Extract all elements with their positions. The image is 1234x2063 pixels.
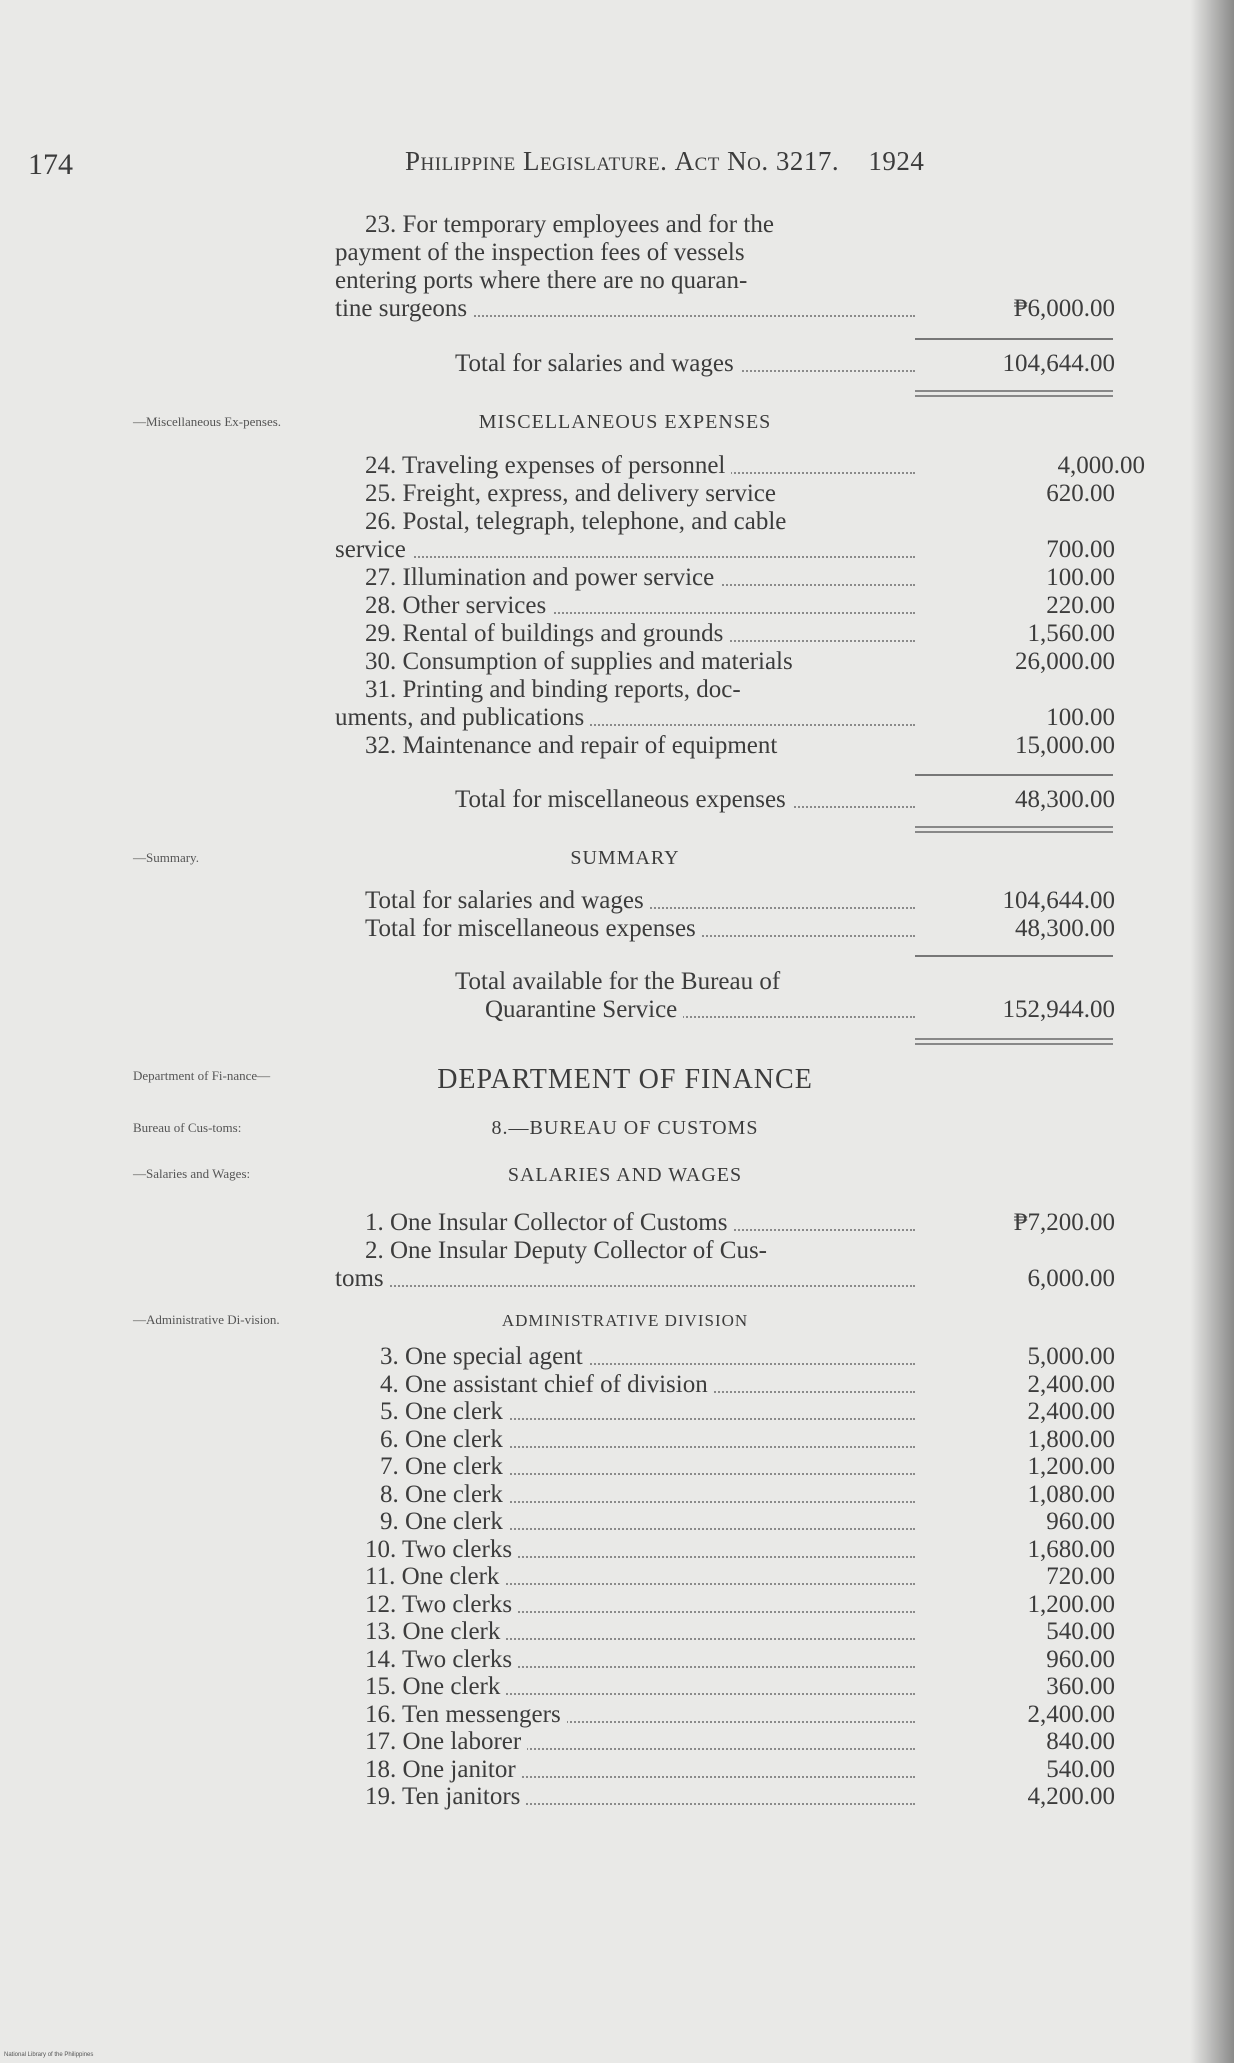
- misc-item-30: [335, 648, 1115, 676]
- item-23-line2: payment of the inspection fees of vessels: [335, 239, 745, 266]
- side-note-dept: Department of Fi-nance—: [133, 1068, 271, 1083]
- item-amount: 1,680.00: [1027, 1535, 1115, 1563]
- misc-item-29: [335, 620, 1115, 648]
- item-23-line4: [335, 295, 1115, 323]
- admin-item-row: [335, 1453, 1115, 1481]
- item-amount: 540.00: [1046, 1755, 1115, 1783]
- total-amount: 152,944.00: [1002, 996, 1115, 1023]
- customs-item-2-line1: 2. One Insular Deputy Collector of Cus-: [365, 1237, 768, 1264]
- summary-total-row: [335, 996, 1115, 1024]
- item-label: 8. One clerk: [335, 1481, 509, 1508]
- item-label: 24. Traveling expenses of personnel: [335, 452, 731, 479]
- item-amount: 700.00: [1046, 536, 1115, 563]
- admin-item-row: [335, 1398, 1115, 1426]
- item-amount: 1,080.00: [1027, 1480, 1115, 1508]
- item-amount: 26,000.00: [1015, 648, 1115, 675]
- double-rule: [915, 826, 1113, 833]
- total-misc-row: [335, 786, 1115, 814]
- admin-item-row: [335, 1618, 1115, 1646]
- item-label: 3. One special agent: [335, 1343, 589, 1370]
- item-label: tine surgeons: [335, 295, 473, 322]
- misc-item-25: [335, 480, 1115, 508]
- item-label: 16. Ten messengers: [335, 1701, 567, 1728]
- misc-item-28: [335, 592, 1115, 620]
- item-23-line1: 23. For temporary employees and for the: [365, 211, 774, 238]
- side-note-admin: —Administrative Di-vision.: [133, 1312, 280, 1327]
- customs-item-2-line2: [335, 1265, 1115, 1293]
- item-label: 17. One laborer: [335, 1728, 527, 1755]
- item-label: 25. Freight, express, and delivery service: [335, 480, 782, 507]
- item-amount: 2,400.00: [1027, 1370, 1115, 1398]
- item-amount: 2,400.00: [1027, 1700, 1115, 1728]
- item-amount: 4,200.00: [1027, 1783, 1115, 1810]
- item-amount: 620.00: [1046, 480, 1115, 507]
- double-rule: [915, 1038, 1113, 1045]
- item-amount: 4,000.00: [1057, 452, 1145, 479]
- total-amount: 104,644.00: [1002, 350, 1115, 377]
- double-rule: [915, 390, 1113, 397]
- item-label: 6. One clerk: [335, 1426, 509, 1453]
- dept-heading: DEPARTMENT OF FINANCE: [437, 1064, 813, 1095]
- misc-item-26-line1: 26. Postal, telegraph, telephone, and cable: [365, 508, 787, 535]
- summary-misc-row: [335, 915, 1115, 943]
- total-salaries-row: [335, 350, 1115, 378]
- misc-item-31-line1: 31. Printing and binding reports, doc-: [365, 676, 741, 703]
- misc-heading: MISCELLANEOUS EXPENSES: [478, 411, 772, 433]
- item-amount: ₱6,000.00: [1013, 295, 1115, 322]
- item-label: 28. Other services: [335, 592, 552, 619]
- item-23-line3: entering ports where there are no quaran-: [335, 267, 748, 294]
- item-amount: 2,400.00: [1027, 1398, 1115, 1425]
- side-note-misc: —Miscellaneous Ex-penses.: [133, 414, 282, 429]
- item-amount: 1,560.00: [1027, 620, 1115, 647]
- rule: [915, 338, 1113, 340]
- item-label: uments, and publications: [335, 704, 590, 731]
- item-amount: 1,200.00: [1027, 1453, 1115, 1480]
- item-label: Total for salaries and wages: [335, 887, 650, 914]
- item-label: 29. Rental of buildings and grounds: [335, 620, 729, 647]
- summary-salaries-row: [335, 887, 1115, 915]
- running-head-act: Act No. 3217.: [674, 146, 840, 176]
- item-label: 19. Ten janitors: [335, 1783, 526, 1810]
- total-label: Total for miscellaneous expenses: [335, 786, 792, 813]
- admin-item-row: [335, 1508, 1115, 1536]
- item-amount: 100.00: [1046, 564, 1115, 591]
- item-label: 30. Consumption of supplies and materials: [335, 648, 799, 675]
- rule: [915, 774, 1113, 776]
- item-amount: 840.00: [1046, 1728, 1115, 1755]
- item-label: 1. One Insular Collector of Customs: [335, 1209, 733, 1236]
- admin-item-row: [335, 1756, 1115, 1784]
- item-label: 27. Illumination and power service: [335, 564, 720, 591]
- item-amount: 104,644.00: [1002, 887, 1115, 914]
- item-amount: 1,200.00: [1027, 1590, 1115, 1618]
- item-amount: 6,000.00: [1027, 1265, 1115, 1292]
- item-amount: 48,300.00: [1015, 915, 1115, 942]
- misc-item-26-line2: [335, 536, 1115, 564]
- misc-item-31-line2: [335, 704, 1115, 732]
- admin-item-row: [335, 1481, 1115, 1509]
- summary-heading: SUMMARY: [570, 847, 680, 869]
- item-label: 7. One clerk: [335, 1453, 509, 1480]
- item-amount: 960.00: [1046, 1645, 1115, 1673]
- item-label: 32. Maintenance and repair of equipment: [335, 732, 783, 759]
- side-note-summary: —Summary.: [133, 850, 199, 865]
- admin-item-row: [335, 1646, 1115, 1674]
- item-label: toms: [335, 1265, 390, 1292]
- admin-item-row: [335, 1701, 1115, 1729]
- total-label: Total for salaries and wages: [335, 350, 740, 377]
- item-label: 5. One clerk: [335, 1398, 509, 1425]
- item-amount: 1,800.00: [1027, 1425, 1115, 1453]
- page-number: 174: [28, 148, 73, 181]
- admin-item-row: [335, 1591, 1115, 1619]
- admin-item-row: [335, 1371, 1115, 1399]
- item-amount: 15,000.00: [1015, 732, 1115, 759]
- misc-item-27: [335, 564, 1115, 592]
- item-label: service: [335, 536, 412, 563]
- item-label: 10. Two clerks: [335, 1536, 518, 1563]
- salaries-heading: SALARIES AND WAGES: [507, 1164, 743, 1186]
- item-amount: 960.00: [1046, 1508, 1115, 1535]
- running-head: [405, 146, 924, 177]
- item-amount: 220.00: [1046, 592, 1115, 619]
- misc-item-32: [335, 732, 1115, 760]
- bureau-heading: 8.—BUREAU OF CUSTOMS: [491, 1117, 759, 1139]
- item-label: 9. One clerk: [335, 1508, 509, 1535]
- admin-item-row: [335, 1536, 1115, 1564]
- item-label: 12. Two clerks: [335, 1591, 518, 1618]
- admin-item-row: [335, 1673, 1115, 1701]
- total-amount: 48,300.00: [1015, 786, 1115, 813]
- item-amount: 5,000.00: [1027, 1343, 1115, 1370]
- item-label: 13. One clerk: [335, 1618, 506, 1645]
- total-label: Quarantine Service: [335, 996, 683, 1023]
- admin-heading: ADMINISTRATIVE DIVISION: [501, 1311, 749, 1330]
- item-label: 15. One clerk: [335, 1673, 506, 1700]
- admin-item-row: [335, 1728, 1115, 1756]
- running-head-title: Philippine Legislature.: [405, 146, 668, 176]
- item-amount: ₱7,200.00: [1013, 1209, 1115, 1236]
- item-amount: 360.00: [1046, 1673, 1115, 1700]
- misc-item-24: [335, 452, 1145, 480]
- item-label: Total for miscellaneous expenses: [335, 915, 702, 942]
- admin-item-row: [335, 1426, 1115, 1454]
- customs-item-1: [335, 1209, 1115, 1237]
- admin-item-row: [335, 1563, 1115, 1591]
- item-label: 11. One clerk: [335, 1563, 505, 1590]
- side-note-salaries: —Salaries and Wages:: [133, 1166, 251, 1181]
- item-label: 14. Two clerks: [335, 1646, 518, 1673]
- page-edge-shadow: [1190, 0, 1234, 2063]
- item-amount: 720.00: [1046, 1563, 1115, 1590]
- side-note-bureau: Bureau of Cus-toms:: [133, 1120, 242, 1135]
- admin-item-row: [335, 1783, 1115, 1811]
- item-label: 18. One janitor: [335, 1756, 522, 1783]
- footer-credit: National Library of the Philippines: [4, 2052, 94, 2058]
- item-label: 4. One assistant chief of division: [335, 1371, 714, 1398]
- admin-item-row: [335, 1343, 1115, 1371]
- summary-total-line1: Total available for the Bureau of: [455, 968, 781, 995]
- item-amount: 540.00: [1046, 1618, 1115, 1645]
- rule: [915, 955, 1113, 957]
- item-amount: 100.00: [1046, 704, 1115, 731]
- running-head-year: 1924: [868, 146, 925, 176]
